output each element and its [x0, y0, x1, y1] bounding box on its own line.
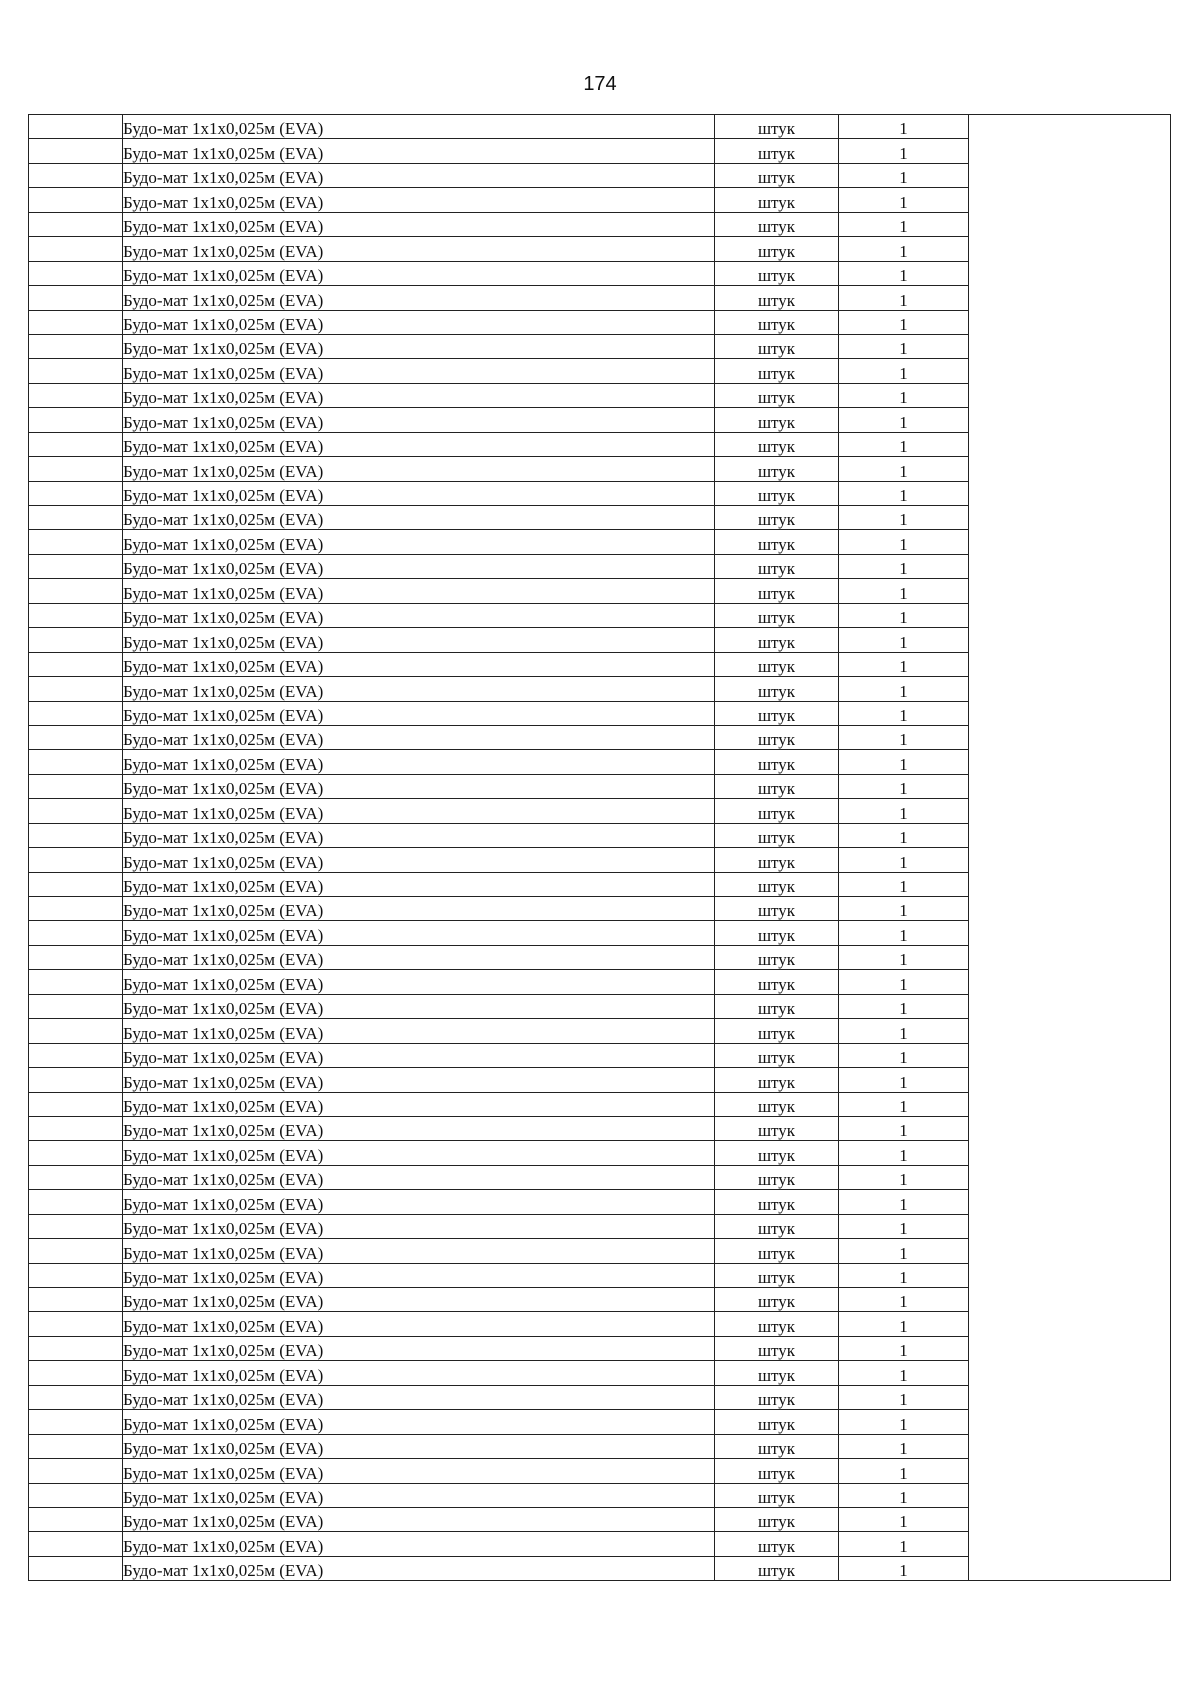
unit-cell: штук	[715, 1483, 839, 1507]
unit-cell: штук	[715, 1336, 839, 1360]
quantity-cell: 1	[839, 725, 969, 749]
quantity-cell: 1	[839, 872, 969, 896]
item-name-cell: Будо-мат 1x1x0,025м (EVA)	[123, 457, 715, 481]
quantity-cell: 1	[839, 115, 969, 139]
unit-cell: штук	[715, 1239, 839, 1263]
row-number-cell	[29, 1165, 123, 1189]
quantity-cell: 1	[839, 188, 969, 212]
item-name-cell: Будо-мат 1x1x0,025м (EVA)	[123, 163, 715, 187]
item-name-cell: Будо-мат 1x1x0,025м (EVA)	[123, 799, 715, 823]
quantity-cell: 1	[839, 579, 969, 603]
unit-cell: штук	[715, 530, 839, 554]
quantity-cell: 1	[839, 1434, 969, 1458]
row-number-cell	[29, 481, 123, 505]
row-number-cell	[29, 677, 123, 701]
unit-cell: штук	[715, 432, 839, 456]
quantity-cell: 1	[839, 1239, 969, 1263]
unit-cell: штук	[715, 359, 839, 383]
unit-cell: штук	[715, 115, 839, 139]
item-name-cell: Будо-мат 1x1x0,025м (EVA)	[123, 1288, 715, 1312]
unit-cell: штук	[715, 237, 839, 261]
quantity-cell: 1	[839, 677, 969, 701]
unit-cell: штук	[715, 383, 839, 407]
row-number-cell	[29, 163, 123, 187]
unit-cell: штук	[715, 848, 839, 872]
row-number-cell	[29, 603, 123, 627]
quantity-cell: 1	[839, 628, 969, 652]
quantity-cell: 1	[839, 1312, 969, 1336]
unit-cell: штук	[715, 945, 839, 969]
item-name-cell: Будо-мат 1x1x0,025м (EVA)	[123, 1385, 715, 1409]
item-name-cell: Будо-мат 1x1x0,025м (EVA)	[123, 945, 715, 969]
unit-cell: штук	[715, 1141, 839, 1165]
item-name-cell: Будо-мат 1x1x0,025м (EVA)	[123, 1532, 715, 1556]
unit-cell: штук	[715, 970, 839, 994]
quantity-cell: 1	[839, 1214, 969, 1238]
quantity-cell: 1	[839, 1043, 969, 1067]
item-name-cell: Будо-мат 1x1x0,025м (EVA)	[123, 725, 715, 749]
item-name-cell: Будо-мат 1x1x0,025м (EVA)	[123, 554, 715, 578]
item-name-cell: Будо-мат 1x1x0,025м (EVA)	[123, 310, 715, 334]
row-number-cell	[29, 237, 123, 261]
row-number-cell	[29, 725, 123, 749]
item-name-cell: Будо-мат 1x1x0,025м (EVA)	[123, 334, 715, 358]
unit-cell: штук	[715, 750, 839, 774]
unit-cell: штук	[715, 212, 839, 236]
row-number-cell	[29, 1116, 123, 1140]
quantity-cell: 1	[839, 530, 969, 554]
item-name-cell: Будо-мат 1x1x0,025м (EVA)	[123, 1116, 715, 1140]
quantity-cell: 1	[839, 1068, 969, 1092]
item-name-cell: Будо-мат 1x1x0,025м (EVA)	[123, 1068, 715, 1092]
item-name-cell: Будо-мат 1x1x0,025м (EVA)	[123, 652, 715, 676]
item-name-cell: Будо-мат 1x1x0,025м (EVA)	[123, 1092, 715, 1116]
unit-cell: штук	[715, 506, 839, 530]
quantity-cell: 1	[839, 1190, 969, 1214]
row-number-cell	[29, 897, 123, 921]
quantity-cell: 1	[839, 1361, 969, 1385]
item-name-cell: Будо-мат 1x1x0,025м (EVA)	[123, 1507, 715, 1531]
quantity-cell: 1	[839, 1141, 969, 1165]
unit-cell: штук	[715, 1043, 839, 1067]
row-number-cell	[29, 506, 123, 530]
items-table	[28, 114, 1171, 1581]
row-number-cell	[29, 1043, 123, 1067]
item-name-cell: Будо-мат 1x1x0,025м (EVA)	[123, 383, 715, 407]
item-name-cell: Будо-мат 1x1x0,025м (EVA)	[123, 115, 715, 139]
row-number-cell	[29, 774, 123, 798]
unit-cell: штук	[715, 897, 839, 921]
item-name-cell: Будо-мат 1x1x0,025м (EVA)	[123, 1410, 715, 1434]
unit-cell: штук	[715, 579, 839, 603]
row-number-cell	[29, 579, 123, 603]
quantity-cell: 1	[839, 1459, 969, 1483]
row-number-cell	[29, 1410, 123, 1434]
item-name-cell: Будо-мат 1x1x0,025м (EVA)	[123, 1361, 715, 1385]
quantity-cell: 1	[839, 334, 969, 358]
item-name-cell: Будо-мат 1x1x0,025м (EVA)	[123, 750, 715, 774]
item-name-cell: Будо-мат 1x1x0,025м (EVA)	[123, 994, 715, 1018]
unit-cell: штук	[715, 603, 839, 627]
item-name-cell: Будо-мат 1x1x0,025м (EVA)	[123, 921, 715, 945]
item-name-cell: Будо-мат 1x1x0,025м (EVA)	[123, 579, 715, 603]
item-name-cell: Будо-мат 1x1x0,025м (EVA)	[123, 359, 715, 383]
quantity-cell: 1	[839, 750, 969, 774]
item-name-cell: Будо-мат 1x1x0,025м (EVA)	[123, 1483, 715, 1507]
quantity-cell: 1	[839, 823, 969, 847]
item-name-cell: Будо-мат 1x1x0,025м (EVA)	[123, 701, 715, 725]
row-number-cell	[29, 212, 123, 236]
unit-cell: штук	[715, 823, 839, 847]
quantity-cell: 1	[839, 897, 969, 921]
item-name-cell: Будо-мат 1x1x0,025м (EVA)	[123, 530, 715, 554]
quantity-cell: 1	[839, 1507, 969, 1531]
unit-cell: штук	[715, 1019, 839, 1043]
row-number-cell	[29, 1532, 123, 1556]
row-number-cell	[29, 554, 123, 578]
unit-cell: штук	[715, 1532, 839, 1556]
row-number-cell	[29, 1019, 123, 1043]
quantity-cell: 1	[839, 603, 969, 627]
unit-cell: штук	[715, 774, 839, 798]
row-number-cell	[29, 1263, 123, 1287]
row-number-cell	[29, 1239, 123, 1263]
quantity-cell: 1	[839, 799, 969, 823]
quantity-cell: 1	[839, 774, 969, 798]
unit-cell: штук	[715, 457, 839, 481]
row-number-cell	[29, 408, 123, 432]
unit-cell: штук	[715, 261, 839, 285]
quantity-cell: 1	[839, 481, 969, 505]
item-name-cell: Будо-мат 1x1x0,025м (EVA)	[123, 897, 715, 921]
unit-cell: штук	[715, 554, 839, 578]
item-name-cell: Будо-мат 1x1x0,025м (EVA)	[123, 1043, 715, 1067]
row-number-cell	[29, 1385, 123, 1409]
quantity-cell: 1	[839, 994, 969, 1018]
item-name-cell: Будо-мат 1x1x0,025м (EVA)	[123, 237, 715, 261]
quantity-cell: 1	[839, 383, 969, 407]
row-number-cell	[29, 139, 123, 163]
quantity-cell: 1	[839, 1019, 969, 1043]
quantity-cell: 1	[839, 1165, 969, 1189]
table-row	[29, 115, 1171, 139]
unit-cell: штук	[715, 701, 839, 725]
row-number-cell	[29, 310, 123, 334]
row-number-cell	[29, 994, 123, 1018]
item-name-cell: Будо-мат 1x1x0,025м (EVA)	[123, 603, 715, 627]
row-number-cell	[29, 1336, 123, 1360]
quantity-cell: 1	[839, 359, 969, 383]
row-number-cell	[29, 628, 123, 652]
items-table-body	[29, 115, 1171, 1581]
unit-cell: штук	[715, 1385, 839, 1409]
quantity-cell: 1	[839, 286, 969, 310]
row-number-cell	[29, 286, 123, 310]
row-number-cell	[29, 1312, 123, 1336]
item-name-cell: Будо-мат 1x1x0,025м (EVA)	[123, 188, 715, 212]
item-name-cell: Будо-мат 1x1x0,025м (EVA)	[123, 1312, 715, 1336]
item-name-cell: Будо-мат 1x1x0,025м (EVA)	[123, 408, 715, 432]
quantity-cell: 1	[839, 457, 969, 481]
row-number-cell	[29, 1459, 123, 1483]
row-number-cell	[29, 261, 123, 285]
unit-cell: штук	[715, 1507, 839, 1531]
quantity-cell: 1	[839, 701, 969, 725]
row-number-cell	[29, 921, 123, 945]
row-number-cell	[29, 1507, 123, 1531]
row-number-cell	[29, 432, 123, 456]
quantity-cell: 1	[839, 1556, 969, 1580]
row-number-cell	[29, 1068, 123, 1092]
unit-cell: штук	[715, 1410, 839, 1434]
item-name-cell: Будо-мат 1x1x0,025м (EVA)	[123, 774, 715, 798]
unit-cell: штук	[715, 1459, 839, 1483]
unit-cell: штук	[715, 1263, 839, 1287]
item-name-cell: Будо-мат 1x1x0,025м (EVA)	[123, 970, 715, 994]
quantity-cell: 1	[839, 212, 969, 236]
quantity-cell: 1	[839, 1410, 969, 1434]
item-name-cell: Будо-мат 1x1x0,025м (EVA)	[123, 677, 715, 701]
item-name-cell: Будо-мат 1x1x0,025м (EVA)	[123, 261, 715, 285]
unit-cell: штук	[715, 1116, 839, 1140]
item-name-cell: Будо-мат 1x1x0,025м (EVA)	[123, 506, 715, 530]
item-name-cell: Будо-мат 1x1x0,025м (EVA)	[123, 139, 715, 163]
quantity-cell: 1	[839, 1385, 969, 1409]
unit-cell: штук	[715, 725, 839, 749]
row-number-cell	[29, 1361, 123, 1385]
unit-cell: штук	[715, 652, 839, 676]
unit-cell: штук	[715, 334, 839, 358]
quantity-cell: 1	[839, 1483, 969, 1507]
row-number-cell	[29, 1214, 123, 1238]
row-number-cell	[29, 823, 123, 847]
unit-cell: штук	[715, 1312, 839, 1336]
unit-cell: штук	[715, 1190, 839, 1214]
item-name-cell: Будо-мат 1x1x0,025м (EVA)	[123, 1019, 715, 1043]
quantity-cell: 1	[839, 139, 969, 163]
row-number-cell	[29, 1092, 123, 1116]
unit-cell: штук	[715, 1092, 839, 1116]
row-number-cell	[29, 334, 123, 358]
row-number-cell	[29, 970, 123, 994]
row-number-cell	[29, 530, 123, 554]
item-name-cell: Будо-мат 1x1x0,025м (EVA)	[123, 481, 715, 505]
quantity-cell: 1	[839, 310, 969, 334]
row-number-cell	[29, 188, 123, 212]
quantity-cell: 1	[839, 237, 969, 261]
unit-cell: штук	[715, 310, 839, 334]
quantity-cell: 1	[839, 1532, 969, 1556]
row-number-cell	[29, 945, 123, 969]
item-name-cell: Будо-мат 1x1x0,025м (EVA)	[123, 1434, 715, 1458]
quantity-cell: 1	[839, 1288, 969, 1312]
quantity-cell: 1	[839, 921, 969, 945]
item-name-cell: Будо-мат 1x1x0,025м (EVA)	[123, 1336, 715, 1360]
item-name-cell: Будо-мат 1x1x0,025м (EVA)	[123, 286, 715, 310]
row-number-cell	[29, 1288, 123, 1312]
row-number-cell	[29, 1190, 123, 1214]
unit-cell: штук	[715, 1361, 839, 1385]
unit-cell: штук	[715, 1288, 839, 1312]
item-name-cell: Будо-мат 1x1x0,025м (EVA)	[123, 628, 715, 652]
quantity-cell: 1	[839, 261, 969, 285]
item-name-cell: Будо-мат 1x1x0,025м (EVA)	[123, 1263, 715, 1287]
unit-cell: штук	[715, 286, 839, 310]
item-name-cell: Будо-мат 1x1x0,025м (EVA)	[123, 848, 715, 872]
item-name-cell: Будо-мат 1x1x0,025м (EVA)	[123, 1556, 715, 1580]
quantity-cell: 1	[839, 652, 969, 676]
quantity-cell: 1	[839, 408, 969, 432]
quantity-cell: 1	[839, 945, 969, 969]
quantity-cell: 1	[839, 432, 969, 456]
row-number-cell	[29, 1434, 123, 1458]
item-name-cell: Будо-мат 1x1x0,025м (EVA)	[123, 1214, 715, 1238]
unit-cell: штук	[715, 408, 839, 432]
quantity-cell: 1	[839, 1092, 969, 1116]
unit-cell: штук	[715, 677, 839, 701]
item-name-cell: Будо-мат 1x1x0,025м (EVA)	[123, 1141, 715, 1165]
item-name-cell: Будо-мат 1x1x0,025м (EVA)	[123, 872, 715, 896]
quantity-cell: 1	[839, 970, 969, 994]
unit-cell: штук	[715, 139, 839, 163]
item-name-cell: Будо-мат 1x1x0,025м (EVA)	[123, 1165, 715, 1189]
row-number-cell	[29, 750, 123, 774]
item-name-cell: Будо-мат 1x1x0,025м (EVA)	[123, 1239, 715, 1263]
note-cell	[969, 115, 1171, 1581]
row-number-cell	[29, 457, 123, 481]
unit-cell: штук	[715, 628, 839, 652]
item-name-cell: Будо-мат 1x1x0,025м (EVA)	[123, 1190, 715, 1214]
quantity-cell: 1	[839, 1116, 969, 1140]
row-number-cell	[29, 872, 123, 896]
quantity-cell: 1	[839, 506, 969, 530]
unit-cell: штук	[715, 188, 839, 212]
unit-cell: штук	[715, 1214, 839, 1238]
row-number-cell	[29, 848, 123, 872]
item-name-cell: Будо-мат 1x1x0,025м (EVA)	[123, 432, 715, 456]
page-number: 174	[583, 73, 617, 95]
item-name-cell: Будо-мат 1x1x0,025м (EVA)	[123, 823, 715, 847]
unit-cell: штук	[715, 1556, 839, 1580]
row-number-cell	[29, 359, 123, 383]
unit-cell: штук	[715, 1434, 839, 1458]
row-number-cell	[29, 652, 123, 676]
unit-cell: штук	[715, 799, 839, 823]
row-number-cell	[29, 1483, 123, 1507]
unit-cell: штук	[715, 481, 839, 505]
row-number-cell	[29, 799, 123, 823]
item-name-cell: Будо-мат 1x1x0,025м (EVA)	[123, 1459, 715, 1483]
row-number-cell	[29, 701, 123, 725]
unit-cell: штук	[715, 163, 839, 187]
quantity-cell: 1	[839, 848, 969, 872]
unit-cell: штук	[715, 994, 839, 1018]
row-number-cell	[29, 1141, 123, 1165]
row-number-cell	[29, 383, 123, 407]
unit-cell: штук	[715, 921, 839, 945]
quantity-cell: 1	[839, 163, 969, 187]
row-number-cell	[29, 1556, 123, 1580]
quantity-cell: 1	[839, 1263, 969, 1287]
unit-cell: штук	[715, 1165, 839, 1189]
quantity-cell: 1	[839, 1336, 969, 1360]
row-number-cell	[29, 115, 123, 139]
quantity-cell: 1	[839, 554, 969, 578]
unit-cell: штук	[715, 872, 839, 896]
unit-cell: штук	[715, 1068, 839, 1092]
item-name-cell: Будо-мат 1x1x0,025м (EVA)	[123, 212, 715, 236]
